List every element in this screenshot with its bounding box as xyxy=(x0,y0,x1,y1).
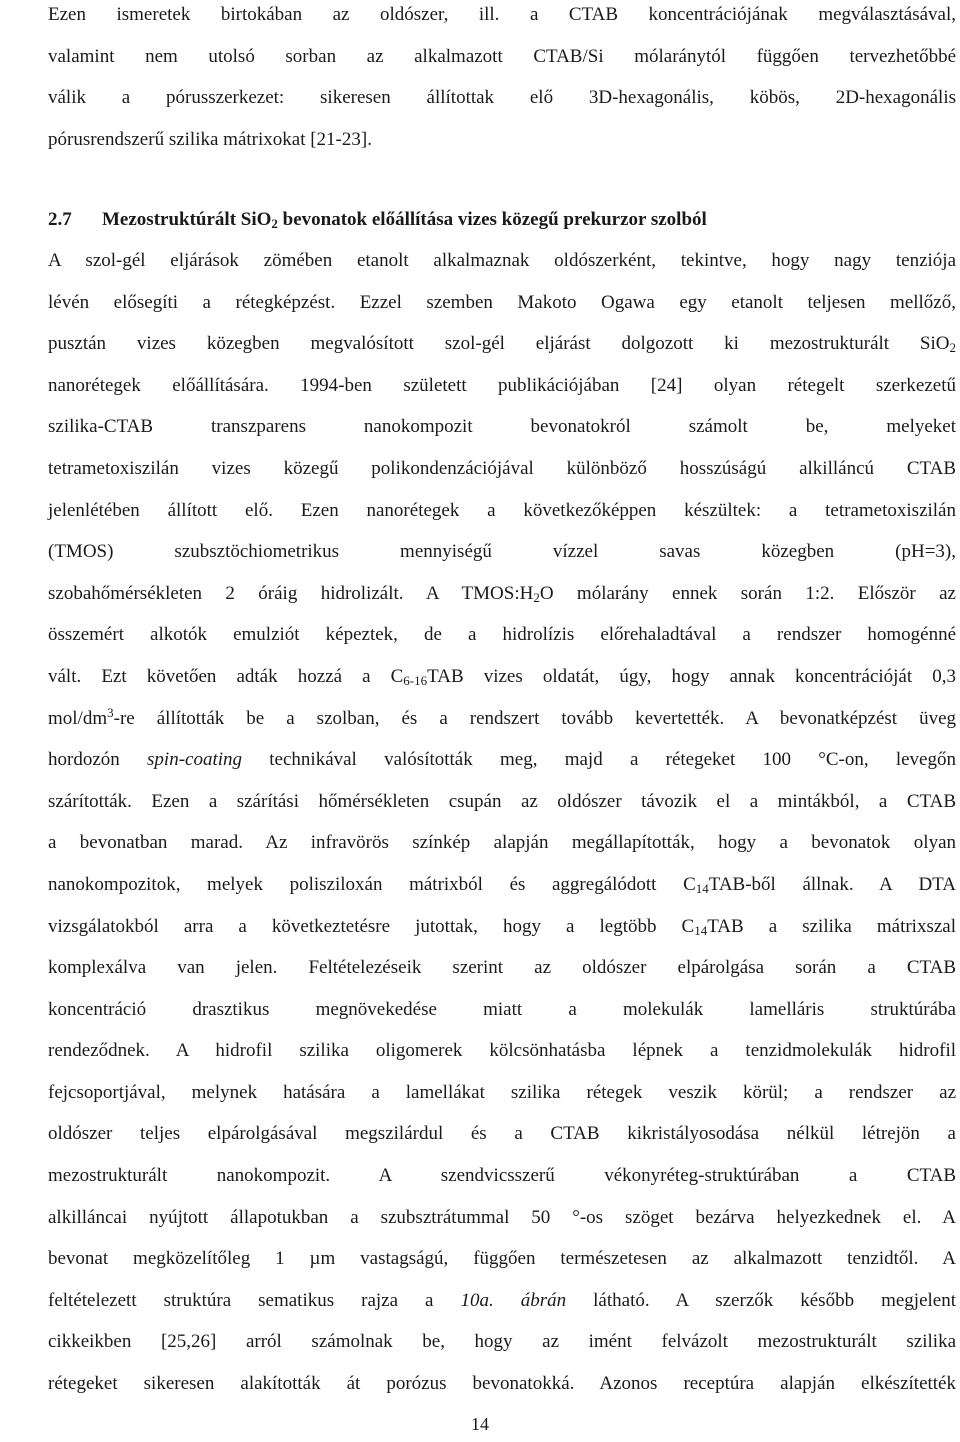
text-line: alkilláncai nyújtott állapotukban a szubsztrátummal 50 °-os szöget bezárva helyezkednek el. A xyxy=(48,1206,956,1228)
text-line: Ezen ismeretek birtokában az oldószer, ill. a CTAB koncentrációjának megválasztásával, xyxy=(48,4,956,25)
section-title-start: Mezostruktúrált SiO xyxy=(102,209,272,230)
subscript: 6-16 xyxy=(403,672,428,688)
italic-term: spin-coating xyxy=(147,749,243,771)
text-line: koncentráció drasztikus megnövekedése miatt a molekulák lamelláris struktúrába xyxy=(48,998,956,1020)
text-line xyxy=(48,698,956,740)
subscript: 14 xyxy=(694,922,708,938)
figure-reference: 10a. ábrán xyxy=(460,1289,567,1311)
text-line: rendeződnek. A hidrofil szilika oligomerek kölcsönhatásba lépnek a tenzidmolekulák hidrofil xyxy=(48,1040,956,1062)
text-run: nanokompozitok, melyek polisziloxán mátrixból és aggregálódott C xyxy=(48,873,696,895)
text-line: lévén elősegíti a rétegképzést. Ezzel szemben Makoto Ogawa egy etanolt teljesen mellőző, xyxy=(48,291,956,313)
text-line: a bevonatban marad. Az infravörös színkép alapján megállapították, hogy a bevonatok olyan xyxy=(48,832,956,854)
text-line: összemért alkotók emulziót képeztek, de a hidrolízis előrehaladtával a rendszer homogénné xyxy=(48,624,956,646)
text-run: -re állították be a szolban, és a rendszert tovább kevertették. A bevonatképzést üveg xyxy=(113,707,956,729)
text-run: TAB-ből állnak. A DTA xyxy=(708,873,956,895)
text-run: TAB a szilika mátrixszal xyxy=(707,915,956,937)
text-run: szobahőmérsékleten 2 óráig hidrolizált. A TMOS:H xyxy=(48,582,534,604)
text-line: jelenlétében állított elő. Ezen nanorétegek a következőképpen készültek: a tetrametoxiszilán xyxy=(48,499,956,521)
text-run: pusztán vizes közegben megvalósított szol-gél eljárást dolgozott ki mezostrukturált SiO xyxy=(48,333,950,355)
text-line xyxy=(48,1280,956,1322)
text-run: feltételezett struktúra sematikus rajza a xyxy=(48,1289,461,1311)
text-line: szárították. Ezen a szárítási hőmérsékleten csupán az oldószer távozik el a mintákból, a CTAB xyxy=(48,790,956,812)
text-run: látható. A szerzők később megjelent xyxy=(566,1289,956,1311)
previous-paragraph xyxy=(48,0,956,160)
text-line: cikkeikben [25,26] arról számolnak be, hogy az imént felvázolt mezostrukturált szilika xyxy=(48,1331,956,1353)
text-run: vált. Ezt követően adták hozzá a C xyxy=(48,665,404,687)
subscript: 14 xyxy=(695,880,709,896)
section-heading xyxy=(48,199,956,241)
subscript: 2 xyxy=(949,340,956,356)
text-line: valamint nem utolsó sorban az alkalmazott CTAB/Si mólaránytól függően tervezhetőbbé xyxy=(48,45,956,67)
text-line xyxy=(48,864,956,906)
text-line xyxy=(48,323,956,365)
text-line: fejcsoportjával, melynek hatására a lamellákat szilika rétegek veszik körül; a rendszer az xyxy=(48,1081,956,1103)
section-title-end: bevonatok előállítása vizes közegű prekurzor szolból xyxy=(277,209,707,230)
text-line xyxy=(48,656,956,698)
text-line: nanorétegek előállítására. 1994-ben született publikációjában [24] olyan rétegelt szerkezetű xyxy=(48,374,956,396)
text-line: komplexálva van jelen. Feltételezéseik szerint az oldószer elpárolgása során a CTAB xyxy=(48,957,956,979)
text-line: szilika-CTAB transzparens nanokompozit bevonatokról számolt be, melyeket xyxy=(48,416,956,438)
text-line: válik a pórusszerkezet: sikeresen állítottak elő 3D-hexagonális, köbös, 2D-hexagonális xyxy=(48,87,956,109)
text-line: A szol-gél eljárások zömében etanolt alkalmaznak oldószerként, tekintve, hogy nagy tenziója xyxy=(48,250,956,271)
text-line xyxy=(48,906,956,948)
section-body-paragraph xyxy=(48,240,956,1405)
text-line: (TMOS) szubsztöchiometrikus mennyiségű vízzel savas közegben (pH=3), xyxy=(48,541,956,563)
page-number: 14 xyxy=(471,1414,489,1434)
text-run: vizsgálatokból arra a következtetésre jutottak, hogy a legtöbb C xyxy=(48,915,695,937)
text-run: O mólarány ennek során 1:2. Először az xyxy=(539,582,956,604)
text-line xyxy=(48,739,956,781)
text-line xyxy=(48,573,956,615)
text-line: pórusrendszerű szilika mátrixokat [21-23]. xyxy=(48,128,372,150)
subscript: 2 xyxy=(271,216,278,231)
text-run: mol/dm xyxy=(48,707,108,729)
superscript: 3 xyxy=(107,704,114,720)
text-line: rétegeket sikeresen alakították át porózus bevonatokká. Azonos receptúra alapján elkészítették xyxy=(48,1373,956,1395)
text-line: tetrametoxiszilán vizes közegű polikondenzációjával különböző hosszúságú alkilláncú CTAB xyxy=(48,457,956,479)
text-run: hordozón xyxy=(48,749,148,771)
text-line: mezostrukturált nanokompozit. A szendvicsszerű vékonyréteg-struktúrában a CTAB xyxy=(48,1165,956,1187)
text-line: oldószer teljes elpárolgásával megszilárdul és a CTAB kikristályosodása nélkül létrejön a xyxy=(48,1123,956,1145)
text-run: TAB vizes oldatát, úgy, hogy annak koncentrációját 0,3 xyxy=(427,665,956,687)
text-line: bevonat megközelítőleg 1 µm vastagságú, függően természetesen az alkalmazott tenzidtől. A xyxy=(48,1248,956,1270)
text-run: technikával valósították meg, majd a rétegeket 100 °C-on, levegőn xyxy=(242,749,956,771)
subscript: 2 xyxy=(533,589,540,605)
section-number: 2.7 xyxy=(48,209,72,230)
